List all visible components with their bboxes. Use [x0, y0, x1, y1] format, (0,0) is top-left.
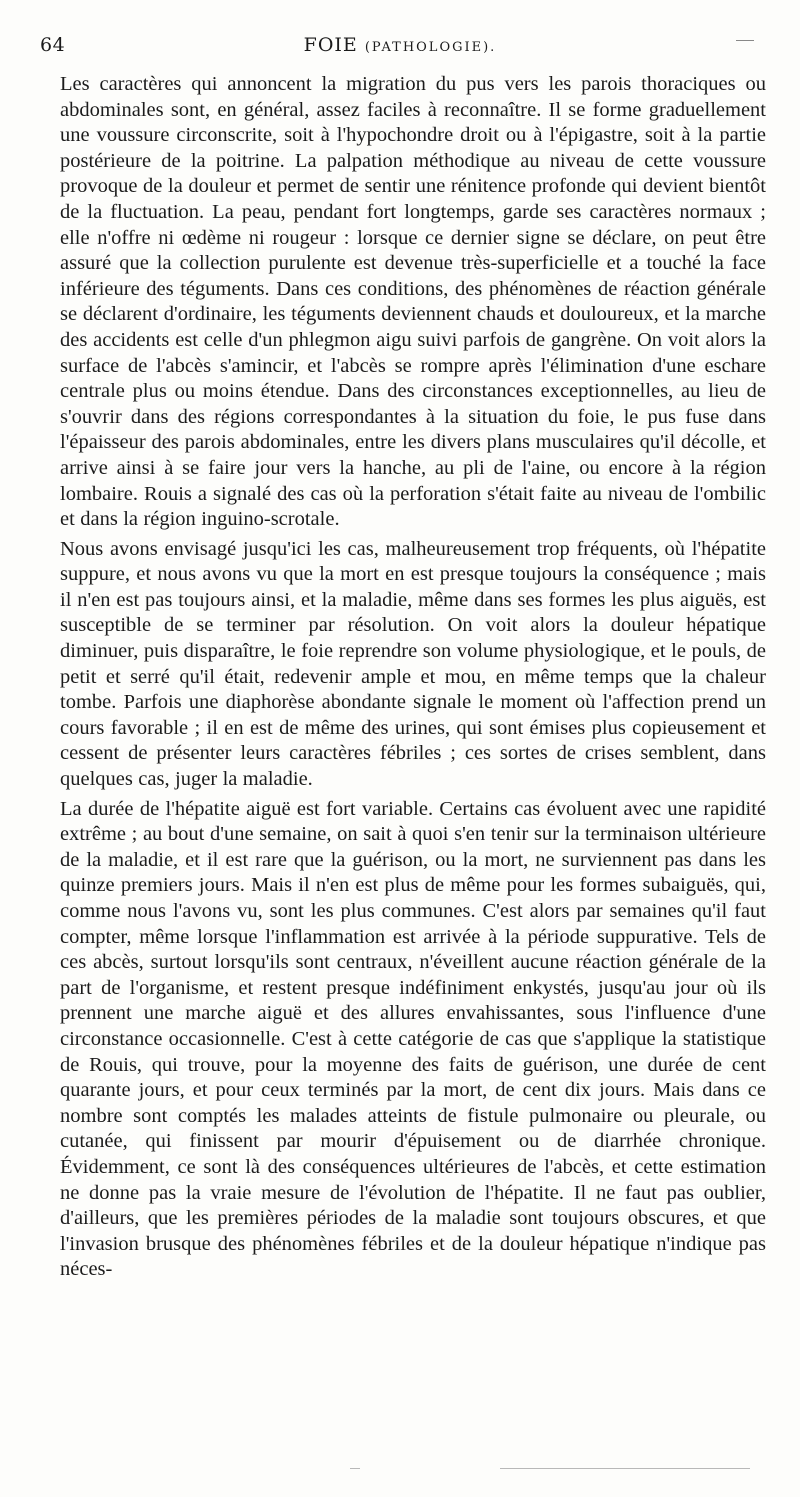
header-subtitle: (PATHOLOGIE). [364, 40, 497, 55]
corner-mark [736, 40, 754, 41]
footer-dash [350, 1468, 360, 1469]
header-title: FOIE [303, 34, 358, 56]
header-title-line [40, 34, 760, 56]
paragraph-resolution: Nous avons envisagé jusqu'ici les cas, malheureusement trop fréquents, où l'hépatite suppure, et nous avons vu que la mort en est presque toujours la conséquence ; mais il n'en est pas toujours ainsi, et la maladie, même dans ses formes les plus aiguës, est susceptible de se terminer par résolution. On voit alors la douleur hépatique diminuer, puis disparaître, le foie reprendre son volume physiologique, et le pouls, de petit et serré qu'il était, redevenir ample et mou, en même temps que la chaleur tombe. Parfois une diaphorèse abondante signale le moment où l'affection prend un cours favorable ; il en est de même des urines, qui sont émises plus copieusement et cessent de présenter leurs caractères fébriles ; ces sortes de crises semblent, dans quelques cas, juger la maladie. [60, 537, 766, 791]
paragraph-abcess-migration: Les caractères qui annoncent la migration du pus vers les parois thoraciques ou abdominales sont, en général, assez faciles à reconnaître. Il se forme graduellement une voussure circonscrite, soit à l'hypochondre droit ou à l'épigastre, soit à la partie postérieure de la poitrine. La palpation méthodique au niveau de cette voussure provoque de la douleur et permet de sentir une rénitence profonde qui devient bientôt de la fluctuation. La peau, pendant fort longtemps, garde ses caractères normaux ; elle n'offre ni œdème ni rougeur : lorsque ce dernier signe se déclare, on peut être assuré que la collection purulente est devenue très-superficielle et a touché la face inférieure des téguments. Dans ces conditions, des phénomènes de réaction générale se déclarent d'ordinaire, les téguments deviennent chauds et douloureux, et la marche des accidents est celle d'un phlegmon aigu suivi parfois de gangrène. On voit alors la surface de l'abcès s'amincir, et l'abcès se rompre après l'élimination d'une eschare centrale plus ou moins étendue. Dans des circonstances exceptionnelles, au lieu de s'ouvrir dans des régions correspondantes à la situation du foie, le pus fuse dans l'épaisseur des parois abdominales, entre les divers plans musculaires qu'il décolle, et arrive ainsi à se faire jour vers la hanche, au pli de l'aine, ou encore à la région lombaire. Rouis a signalé des cas où la perforation s'était faite au niveau de l'ombilic et dans la région inguino-scrotale. [60, 73, 766, 531]
footer-mark [500, 1468, 750, 1469]
paragraph-duration: La durée de l'hépatite aiguë est fort variable. Certains cas évoluent avec une rapidité extrême ; au bout d'une semaine, on sait à quoi s'en tenir sur la terminaison ultérieure de la maladie, et il est rare que la guérison, ou la mort, ne surviennent pas dans les quinze premiers jours. Mais il n'en est plus de même pour les formes subaiguës, qui, comme nous l'avons vu, sont les plus communes. C'est alors par semaines qu'il faut compter, même lorsque l'inflammation est arrivée à la période suppurative. Tels de ces abcès, surtout lorsqu'ils sont centraux, n'éveillent aucune réaction générale de la part de l'organisme, et restent presque indéfiniment enkystés, jusqu'au jour où ils prennent une marche aiguë et des allures envahissantes, sous l'influence d'une circonstance occasionnelle. C'est à cette catégorie de cas que s'applique la statistique de Rouis, qui trouve, pour la moyenne des faits de guérison, une durée de cent quarante jours, et pour ceux terminés par la mort, de cent dix jours. Mais dans ce nombre sont comptés les malades atteints de fistule pulmonaire ou pleurale, ou cutanée, qui finissent par mourir d'épuisement ou de diarrhée chronique. Évidemment, ce sont là des conséquences ultérieures de l'abcès, et cette estimation ne donne pas la vraie mesure de l'évolution de l'hépatite. Il ne faut pas oublier, d'ailleurs, que les premières périodes de la maladie sont toujours obscures, et que l'invasion brusque des phénomènes fébriles et de la douleur hépatique n'indique pas néces- [60, 797, 766, 1281]
body-text [60, 72, 766, 1287]
running-head [40, 30, 760, 60]
page-number: 64 [40, 34, 66, 56]
